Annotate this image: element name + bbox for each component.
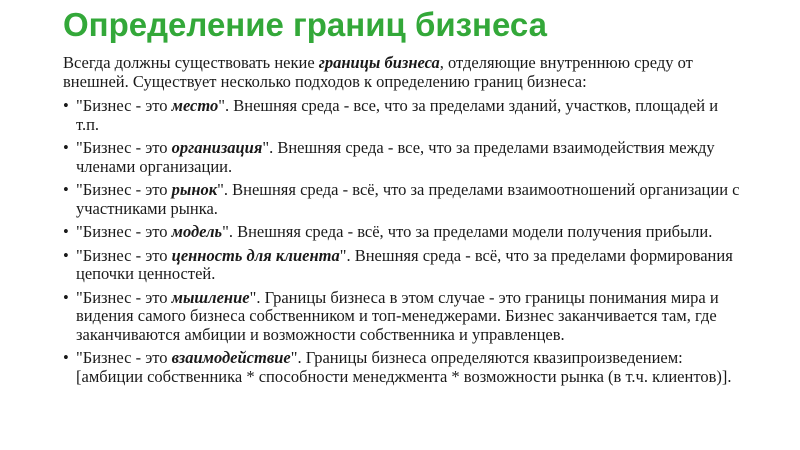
slide-content (63, 54, 743, 391)
intro-paragraph (63, 54, 743, 91)
intro-text-after: , отделяющие внутреннюю среду от внешней. Существует несколько подходов к определению границ бизнеса: (63, 53, 693, 91)
list-item (63, 289, 743, 345)
item-emphasis: взаимодействие (171, 348, 291, 367)
intro-emphasis: границы бизнеса (318, 53, 440, 72)
list-item (63, 223, 743, 242)
item-emphasis: ценность для клиента (171, 245, 340, 265)
item-text-after: ". Границы бизнеса определяются квазипроизведением: [амбиции собственника * способности менеджмента * возможности рынка (в т.ч. клиентов)]. (76, 348, 732, 386)
item-text-before: "Бизнес - это (76, 348, 172, 367)
bullet-icon: • (63, 348, 69, 367)
item-text-after: ". Внешняя среда - всё, что за пределами модели получения прибыли. (222, 222, 713, 241)
item-text-before: "Бизнес - это (76, 180, 172, 199)
item-emphasis: модель (171, 222, 223, 241)
intro-text-before: Всегда должны существовать некие (63, 53, 319, 72)
item-text-before: "Бизнес - это (76, 287, 172, 307)
bullet-icon: • (63, 180, 69, 199)
item-text-before: "Бизнес - это (76, 222, 172, 241)
item-text-before: "Бизнес - это (76, 96, 172, 115)
bullet-icon: • (63, 287, 69, 307)
item-text-before: "Бизнес - это (76, 138, 172, 157)
item-text-after: ". Внешняя среда - все, что за пределами зданий, участков, площадей и т.п. (76, 96, 719, 134)
bullet-icon: • (63, 245, 69, 265)
item-emphasis: организация (171, 138, 263, 157)
bullet-icon: • (63, 138, 69, 157)
list-item (63, 139, 743, 176)
bullet-icon: • (63, 222, 69, 241)
list-item (63, 97, 743, 134)
list-item (63, 181, 743, 218)
item-text-before: "Бизнес - это (76, 245, 172, 265)
list-item (63, 349, 743, 386)
item-emphasis: место (171, 96, 219, 115)
slide-title: Определение границ бизнеса (63, 6, 547, 43)
item-text-after: ". Внешняя среда - всё, что за пределами формирования цепочки ценностей. (76, 245, 733, 283)
item-emphasis: мышление (171, 287, 250, 307)
bullet-icon: • (63, 96, 69, 115)
list-item (63, 247, 743, 284)
approaches-list (63, 97, 743, 386)
item-text-after: ". Внешняя среда - всё, что за пределами взаимоотношений организации с участниками рынка. (76, 180, 740, 218)
item-text-after: ". Границы бизнеса в этом случае - это границы понимания мира и видения самого бизнеса собственником и топ-менеджерами. Бизнес заканчивается там, где заканчиваются амбиции и возможности собственника и управленцев. (76, 287, 719, 344)
item-emphasis: рынок (171, 180, 218, 199)
item-text-after: ". Внешняя среда - все, что за пределами взаимодействия между членами организации. (76, 138, 715, 176)
